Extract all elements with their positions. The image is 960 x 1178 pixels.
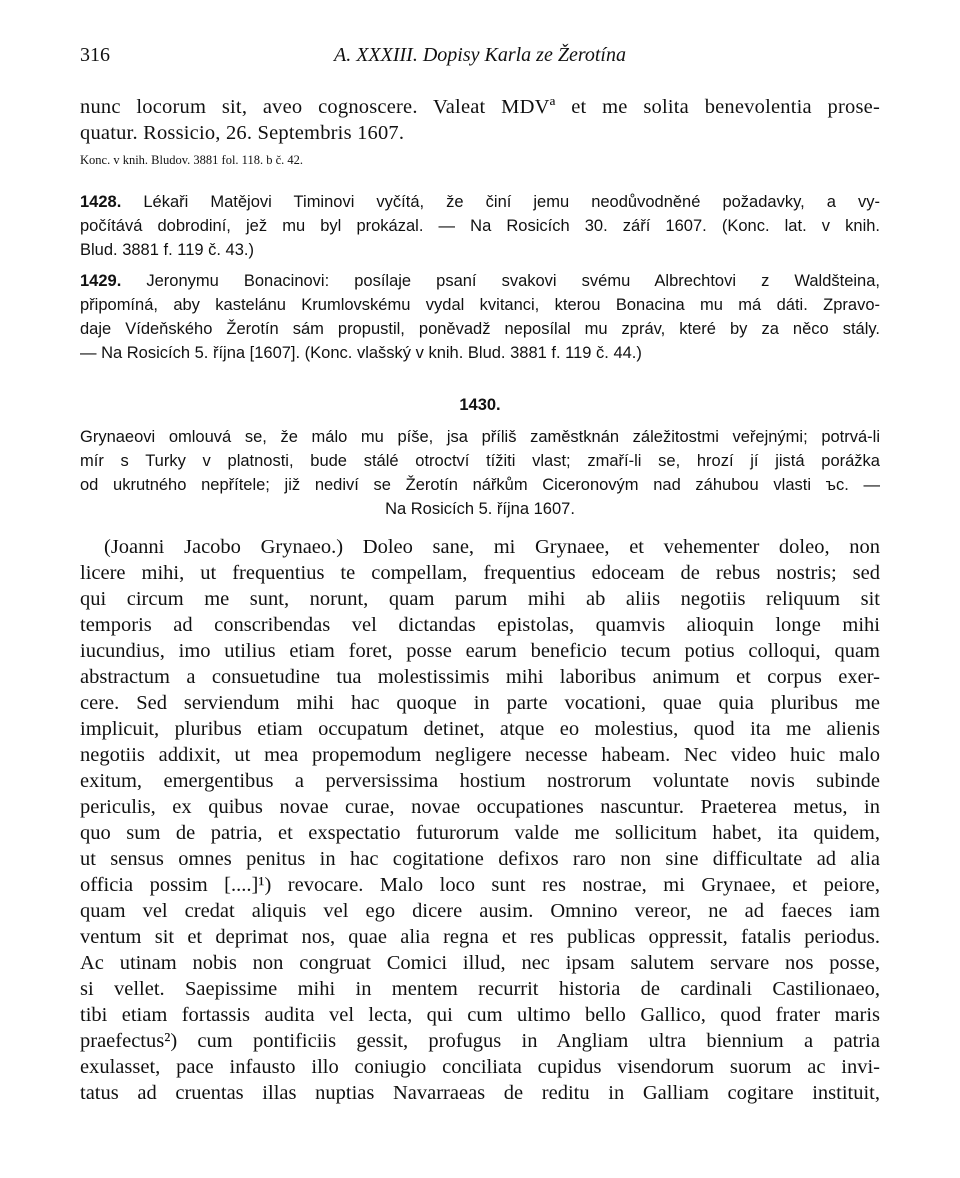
body-line: quam vel credat aliquis vel ego dicere ausim. Omnino vereor, ne ad faeces iam bbox=[80, 900, 880, 922]
body-line: iucundius, imo utilius etiam foret, posse earum beneficio tecum potius colloqui, quam bbox=[80, 640, 880, 662]
entry-line bbox=[80, 193, 880, 212]
entry-number: 1429. bbox=[80, 272, 122, 290]
entry-number: 1428. bbox=[80, 193, 122, 211]
summary-line: Na Rosicích 5. října 1607. bbox=[385, 500, 575, 518]
letter-number: 1430. bbox=[459, 396, 501, 414]
running-title: A. XXXIII. Dopisy Karla ze Žerotína bbox=[333, 44, 626, 66]
body-line: ut sensus omnes penitus in hac cogitatione defixos raro non sine difficultate ad alia bbox=[80, 848, 880, 870]
body-line: (Joanni Jacobo Grynaeo.) Doleo sane, mi Grynaee, et vehementer doleo, non bbox=[104, 536, 880, 558]
opening-line: quatur. Rossicio, 26. Septembris 1607. bbox=[80, 122, 405, 144]
body-line: Ac utinam nobis non congruat Comici illud, nec ipsam salutem servare nos posse, bbox=[80, 952, 880, 974]
body-line: cere. Sed serviendum mihi hac quoque in parte vocationi, quae quia pluribus me bbox=[80, 692, 880, 714]
body-line: quo sum de patria, et exspectatio futurorum valde me sollicitum habet, ita quidem, bbox=[80, 822, 880, 844]
entry-line: daje Vídeňského Žerotín sám propustil, poněvadž neposílal mu zpráv, které by za něco stály. bbox=[80, 320, 880, 338]
summary-line: mír s Turky v platnosti, bude stálé otroctví tížiti vlast; zmaří-li se, hrozí jí jistá porážka bbox=[80, 452, 880, 470]
body-line: tibi etiam fortassis audita vel lecta, qui cum ultimo bello Gallico, quod frater maris bbox=[80, 1004, 880, 1026]
body-line: si vellet. Saepissime mihi in mentem recurrit historia de cardinali Castilionaeo, bbox=[80, 978, 880, 1000]
body-line: licere mihi, ut frequentius te compellam, frequentius edoceam de rebus nostris; sed bbox=[80, 562, 880, 584]
entry-line bbox=[80, 272, 880, 291]
body-line: ventum sit et deprimat nos, quae alia regna et res publicas oppressit, fatalis periodus. bbox=[80, 926, 880, 948]
entry-text: Lékaři Matějovi Timinovi vyčítá, že činí jemu neodůvodněné požadavky, a vy- bbox=[143, 193, 880, 211]
body-line: periculis, ex quibus novae curae, novae occupationes nascuntur. Praeterea metus, in bbox=[80, 796, 880, 818]
page-number: 316 bbox=[80, 44, 110, 66]
body-line: exulasset, pace infausto illo coniugio conciliata cupidus visendorum suorum ac invi- bbox=[80, 1056, 880, 1078]
body-line: praefectus²) cum pontificiis gessit, profugus in Angliam ultra biennium a patria bbox=[80, 1030, 880, 1052]
body-line: temporis ad conscribendas vel dictandas epistolas, quamvis alioquin longe mihi bbox=[80, 614, 880, 636]
body-line: exitum, emergentibus a perversissima hostium nostrorum voluntate novis subinde bbox=[80, 770, 880, 792]
summary-line: od ukrutného nepřítele; již nediví se Žerotín nářkům Ciceronovým nad záhubou vlasti ъc. — bbox=[80, 476, 880, 494]
source-note: Konc. v knih. Bludov. 3881 fol. 118. b č. 42. bbox=[80, 153, 304, 167]
entry-line: Blud. 3881 f. 119 č. 43.) bbox=[80, 241, 254, 259]
body-line: officia possim [....]¹) revocare. Malo loco sunt res nostrae, mi Grynaee, et peiore, bbox=[80, 874, 880, 896]
summary-line: Grynaeovi omlouvá se, že málo mu píše, jsa příliš zaměstknán záležitostmi veřejnými; potrvá-li bbox=[80, 428, 880, 446]
entry-line: počítává dobrodiní, jež mu byl prokázal. — Na Rosicích 30. září 1607. (Konc. lat. v knih. bbox=[80, 217, 880, 235]
opening-line: nunc locorum sit, aveo cognoscere. Valeat MDVª et me solita benevolentia prose- bbox=[80, 96, 880, 118]
body-line: qui circum me sunt, norunt, quam parum mihi ab aliis negotiis reliquum sit bbox=[80, 588, 880, 610]
body-line: abstractum a consuetudine tua molestissimis mihi laboribus animum et corpus exer- bbox=[80, 666, 880, 688]
body-line: implicuit, pluribus etiam occupatum detinet, atque eo molestius, quod ita me alienis bbox=[80, 718, 880, 740]
entry-line: připomíná, aby kastelánu Krumlovskému vydal kvitanci, kterou Bonacina mu má dáti. Zpravo- bbox=[80, 296, 880, 314]
entry-text: Jeronymu Bonacinovi: posílaje psaní svakovi svému Albrechtovi z Waldšteina, bbox=[146, 272, 880, 290]
body-line: tatus ad cruentas illas nuptias Navarraeas de reditu in Galliam cogitare instituit, bbox=[80, 1082, 880, 1104]
entry-line: — Na Rosicích 5. října [1607]. (Konc. vlašský v knih. Blud. 3881 f. 119 č. 44.) bbox=[80, 344, 642, 362]
body-line: negotiis addixit, ut mea propemodum negligere necesse habeam. Nec video huic malo bbox=[80, 744, 880, 766]
